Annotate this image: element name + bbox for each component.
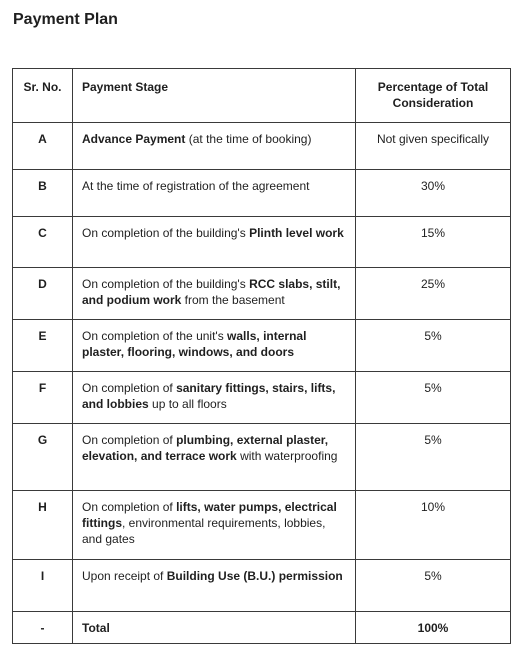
table-row xyxy=(13,123,511,170)
stage-text-bold: Building Use (B.U.) permission xyxy=(166,569,343,583)
stage-text-bold: lifts, water pumps, electrical fittings xyxy=(82,500,337,530)
table-row xyxy=(13,372,511,424)
cell-payment-stage xyxy=(73,217,356,268)
stage-text-bold: sanitary fittings, stairs, lifts, and lobbies xyxy=(82,381,336,411)
cell-percentage: 10% xyxy=(356,491,511,560)
stage-text: from the basement xyxy=(181,293,285,307)
cell-payment-stage xyxy=(73,170,356,217)
stage-text: On completion of xyxy=(82,381,177,395)
stage-text-bold: plumbing, external plaster, elevation, and terrace work xyxy=(82,433,329,463)
table-row xyxy=(13,612,511,644)
header-percentage: Percentage of Total Consideration xyxy=(356,69,511,123)
cell-percentage: 30% xyxy=(356,170,511,217)
table-row xyxy=(13,268,511,320)
cell-payment-stage xyxy=(73,320,356,372)
stage-text: On completion of xyxy=(82,500,177,514)
stage-text: On completion of the building's xyxy=(82,226,250,240)
cell-payment-stage xyxy=(73,268,356,320)
table-row xyxy=(13,560,511,612)
stage-text: up to all floors xyxy=(148,397,227,411)
table-row xyxy=(13,217,511,268)
cell-sr-no: A xyxy=(13,123,73,170)
stage-text-bold: Advance Payment xyxy=(82,132,186,146)
stage-text: On completion of the building's xyxy=(82,277,250,291)
cell-payment-stage xyxy=(73,612,356,644)
cell-percentage: 5% xyxy=(356,424,511,491)
stage-text: At the time of registration of the agreement xyxy=(82,179,310,193)
stage-text: (at the time of booking) xyxy=(185,132,312,146)
table-header-row xyxy=(13,69,511,123)
stage-text: , environmental requirements, lobbies, and gates xyxy=(82,516,326,546)
page-title: Payment Plan xyxy=(13,11,118,28)
cell-sr-no: H xyxy=(13,491,73,560)
cell-percentage: 5% xyxy=(356,560,511,612)
cell-payment-stage xyxy=(73,424,356,491)
table-row xyxy=(13,320,511,372)
stage-text: On completion of xyxy=(82,433,177,447)
table-row xyxy=(13,491,511,560)
stage-text: Upon receipt of xyxy=(82,569,167,583)
cell-percentage: 15% xyxy=(356,217,511,268)
cell-percentage: 25% xyxy=(356,268,511,320)
stage-text: with waterproofing xyxy=(236,449,338,463)
stage-text-bold: RCC slabs, stilt, and podium work xyxy=(82,277,341,307)
cell-sr-no: G xyxy=(13,424,73,491)
cell-sr-no: I xyxy=(13,560,73,612)
cell-sr-no: - xyxy=(13,612,73,644)
cell-sr-no: C xyxy=(13,217,73,268)
stage-text-bold: Plinth level work xyxy=(249,226,344,240)
table-body xyxy=(13,123,511,644)
cell-sr-no: F xyxy=(13,372,73,424)
stage-text-bold: walls, internal plaster, flooring, windows, and doors xyxy=(82,329,307,359)
cell-sr-no: D xyxy=(13,268,73,320)
stage-text-bold: Total xyxy=(82,621,110,635)
cell-percentage: 5% xyxy=(356,320,511,372)
cell-payment-stage xyxy=(73,491,356,560)
header-payment-stage: Payment Stage xyxy=(73,69,356,123)
cell-sr-no: B xyxy=(13,170,73,217)
table-row xyxy=(13,170,511,217)
cell-percentage: Not given specifically xyxy=(356,123,511,170)
cell-payment-stage xyxy=(73,372,356,424)
stage-text: On completion of the unit's xyxy=(82,329,228,343)
cell-payment-stage xyxy=(73,123,356,170)
payment-plan-table xyxy=(12,68,511,644)
cell-sr-no: E xyxy=(13,320,73,372)
cell-percentage: 5% xyxy=(356,372,511,424)
header-sr-no: Sr. No. xyxy=(13,69,73,123)
table-row xyxy=(13,424,511,491)
cell-payment-stage xyxy=(73,560,356,612)
cell-percentage: 100% xyxy=(356,612,511,644)
